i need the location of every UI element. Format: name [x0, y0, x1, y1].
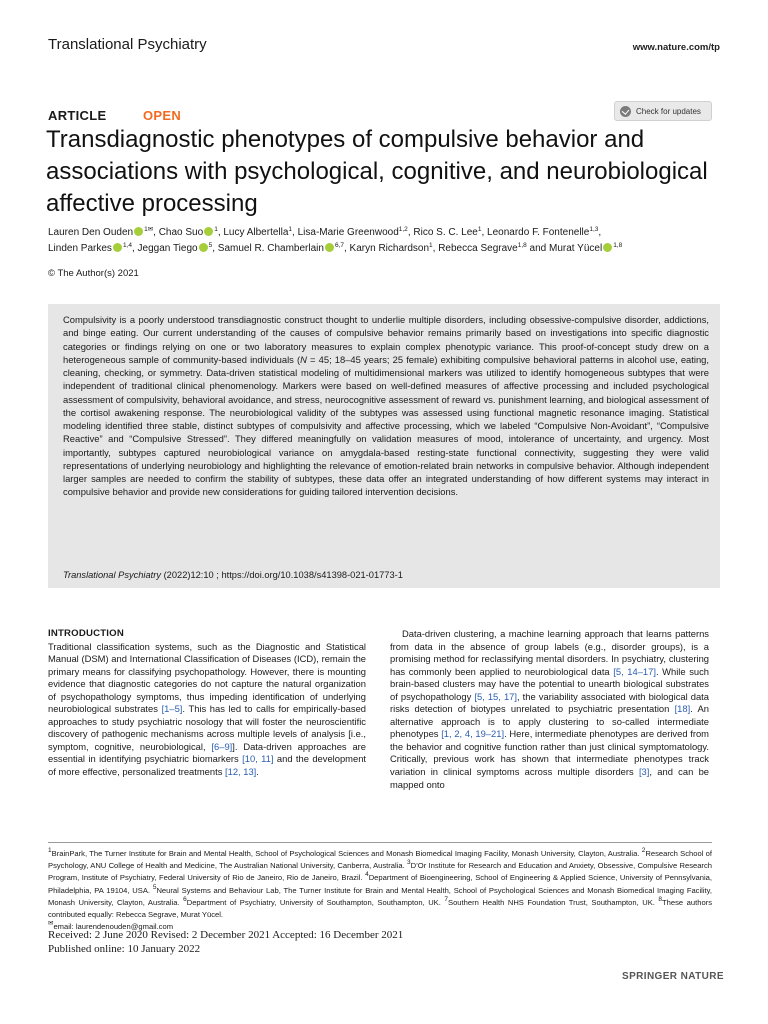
author-name[interactable]: , Lisa-Marie Greenwood — [292, 227, 399, 238]
abstract-text-part: Compulsivity is a poorly understood transdiagnostic construct thought to underlie multiple disorders, including obsessive-compulsive disorder, addictions, and binge eating. Our current understanding of the causes of compulsive behavior remains primarily based on investigations into specific diagnostic categories or findings relying on one or two laboratory measures to explain complex phenotypic variance. This proof-of-concept study drew on a heterogeneous sample of community-based individuals ( — [63, 314, 709, 365]
author-affiliation-marker: 1 — [477, 226, 482, 233]
section-heading: INTRODUCTION — [48, 628, 124, 639]
author-name[interactable]: , Jeggan Tiego — [131, 243, 198, 254]
author-separator: , — [598, 227, 602, 238]
author-name[interactable]: , Chao Suo — [153, 227, 204, 238]
affiliation-text: D’Or Institute for Research and Education and Anxiety, Obsessive, Compulsive Research Program, Institute of Psychiatry, Federal University of Rio de Janeiro, Rio de Janeiro, Brazil. — [48, 861, 712, 883]
email-icon: ✉ — [48, 920, 54, 928]
reference-link[interactable]: [10, 11] — [242, 753, 274, 765]
reference-link[interactable]: [1, 2, 4, 19–21] — [441, 728, 505, 740]
orcid-icon[interactable] — [325, 243, 334, 252]
reference-link[interactable]: [6–9] — [211, 740, 233, 752]
abstract-text-part: = 45; 18–45 years; 25 female) exhibiting compulsive behavioral patterns in alcohol use, eating, cleaning, checking, or symmetry. Data-driven statistical modeling of multidimensional markers was utilized to identify homogeneous subtypes that were independent of traditional clinical phenomenology. Markers were based on well-defined measures of affective processing and included psychological assessment of compulsivity, behavioral avoidance, and stress, neurocognitive assessment of reward vs. punishment learning, and biological assessment of the cortisol awakening response. The neurobiological validity of the subtypes was assessed using functional magnetic resonance imaging. Statistical modeling identified three stable, distinct subtypes of compulsivity and affective processing, which we labeled “Compulsive Non-Avoidant”, “Compulsive Reactive” and “Compulsive Stressed”. They differed meaningfully on validation measures of mood, intolerance of uncertainty, and urgency. Most importantly, subtypes captured neurobiological variance on amygdala-based resting-state functional connectivity, suggesting they were valid representations of underlying neurobiology and highlighting the relevance of emotion-related brain networks in compulsive behavior. Although independent larger samples are needed to confirm the stability of subtypes, these data offer an integrated understanding of how different systems may interact in compulsive behavior and provide new considerations for guiding tailored intervention decisions. — [63, 353, 709, 498]
affiliation-number: 1 — [48, 847, 52, 854]
published-date: Published online: 10 January 2022 — [48, 943, 201, 955]
author-affiliation-marker: 1,8 — [517, 242, 527, 249]
received-dates: Received: 2 June 2020 Revised: 2 December 2021 Accepted: 16 December 2021 — [48, 929, 404, 941]
citation-doi[interactable]: (2022)12:10 ; https://doi.org/10.1038/s41398-021-01773-1 — [161, 570, 403, 580]
author-name[interactable]: , Lucy Albertella — [217, 227, 289, 238]
author-affiliation-marker: 1 — [214, 226, 218, 233]
reference-link[interactable]: [12, 13] — [225, 766, 257, 778]
body-text: Traditional classification systems, such as the Diagnostic and Statistical Manual (DSM) and International Classification of Diseases (ICD), remain the primary means for classifying psychopathology. However, there is mounting evidence that diagnostic categories do not capture the natural organization of psychopathology symptoms, thus impeding identification of underlying neurobiological substrates — [48, 640, 366, 715]
author-affiliation-marker: 1✉ — [144, 226, 154, 233]
check-for-updates-button[interactable] — [614, 101, 712, 121]
author-line-2 — [48, 241, 728, 257]
publisher-logo: SPRINGER NATURE — [622, 971, 724, 982]
body-text: Data-driven clustering, a machine learning approach that learns patterns from data in the absence of group labels (e.g., disorder groups), is a promising method for reclassifying mental disorders. In psychiatry, clustering has commonly been applied to neurobiological data — [390, 628, 709, 677]
reference-link[interactable]: [1–5] — [161, 703, 183, 715]
publication-dates — [48, 928, 403, 956]
author-name[interactable]: , Rico S. C. Lee — [407, 227, 478, 238]
affiliations-footnote — [48, 848, 712, 933]
author-affiliation-marker: 1,8 — [613, 242, 623, 249]
check-updates-icon — [620, 106, 631, 117]
affiliation-number: 6 — [183, 895, 187, 903]
affiliation-number: 7 — [444, 895, 449, 903]
author-name[interactable]: , Rebecca Segrave — [432, 243, 518, 254]
intro-right-column — [390, 628, 709, 791]
reference-link[interactable]: [5, 15, 17] — [474, 690, 517, 702]
intro-left-column — [48, 628, 366, 779]
citation-line — [63, 570, 403, 580]
reference-link[interactable]: [18] — [674, 703, 691, 715]
orcid-icon[interactable] — [134, 227, 143, 236]
reference-link[interactable]: [3] — [638, 766, 650, 778]
body-text: and the development of more effective, personalized treatments — [48, 753, 367, 778]
affiliation-text: These authors contributed equally: Rebecca Segrave, Murat Yücel. — [48, 897, 713, 920]
affiliation-text: Neural Systems and Behaviour Lab, The Turner Institute for Brain and Mental Health, School of Psychological Sciences and Monash Biomedical Imaging Facility, Monash University, Clayton, Australia. — [48, 885, 712, 907]
author-name[interactable]: , Samuel R. Chamberlain — [212, 243, 324, 254]
author-list — [48, 225, 728, 257]
orcid-icon[interactable] — [204, 227, 213, 236]
author-affiliation-marker: 1,2 — [398, 226, 408, 233]
orcid-icon[interactable] — [199, 243, 208, 252]
author-name[interactable]: and Murat Yücel — [526, 243, 603, 254]
body-text: . — [256, 766, 259, 778]
author-affiliation-marker: 1 — [288, 226, 293, 233]
affiliation-text: Department of Psychiatry, University of Southampton, Southampton, UK. — [186, 897, 445, 907]
author-name[interactable]: Linden Parkes — [48, 243, 112, 254]
affiliation-text: Department of Bioengineering, School of Engineering & Applied Science, University of Pennsylvania, Philadelphia, PA 19104, USA. — [48, 873, 712, 895]
body-text: . Here, intermediate phenotypes are derived from the behavior and cognitive function rather than just clinical symptomatology. Critically, previous work has shown that intermediate phenotypes track variation in clinical symptoms across multiple disorders — [390, 728, 709, 778]
body-text: , and can be mapped onto — [390, 766, 709, 790]
article-title: Transdiagnostic phenotypes of compulsive behavior and associations with psychological, cognitive, and neurobiological affective processing — [46, 126, 708, 217]
affiliation-number: 4 — [365, 871, 369, 879]
orcid-icon[interactable] — [603, 243, 612, 252]
abstract-n-label: N — [300, 353, 307, 365]
affiliation-number: 3 — [407, 859, 411, 867]
affiliation-number: 8 — [658, 895, 663, 903]
author-name[interactable]: , Leonardo F. Fontenelle — [481, 227, 590, 238]
author-line-1 — [48, 225, 728, 241]
email-link[interactable]: email: laurendenouden@gmail.com — [53, 922, 174, 932]
site-url-link[interactable]: www.nature.com/tp — [632, 42, 720, 53]
author-name[interactable]: Lauren Den Ouden — [48, 227, 134, 238]
orcid-icon[interactable] — [113, 243, 122, 252]
affiliation-text: Southern Health NHS Foundation Trust, Southampton, UK. — [448, 897, 659, 907]
affiliation-number: 2 — [641, 847, 646, 854]
abstract-text — [63, 313, 709, 499]
open-access-label: OPEN — [143, 108, 182, 123]
author-affiliation-marker: 1,3 — [589, 226, 599, 233]
affiliation-number: 5 — [152, 883, 157, 891]
check-updates-label: Check for updates — [636, 106, 701, 116]
affiliation-text: BrainPark, The Turner Institute for Brain and Mental Health, School of Psychological Sciences and Monash Biomedical Imaging Facility, Monash University, Clayton, Australia. — [51, 849, 642, 858]
author-affiliation-marker: 1,4 — [122, 242, 132, 249]
author-name[interactable]: , Karyn Richardson — [343, 243, 430, 254]
journal-name: Translational Psychiatry — [48, 36, 207, 53]
body-text: . An alternative approach is to apply clustering to so-called intermediate phenotypes — [390, 703, 709, 740]
copyright-notice: © The Author(s) 2021 — [48, 268, 139, 279]
body-text: ]. Data-driven approaches are essential in identifying psychiatric biomarkers — [48, 740, 366, 765]
body-text: , the variability associated with biological data risks detection of biotypes unrelated to psychiatric presentation — [390, 690, 709, 715]
footnote-divider — [48, 842, 712, 843]
article-type-label: ARTICLE — [48, 108, 107, 123]
author-affiliation-marker: 5 — [208, 242, 213, 249]
author-affiliation-marker: 6,7 — [334, 242, 344, 249]
author-affiliation-marker: 1 — [429, 242, 433, 249]
citation-journal: Translational Psychiatry — [63, 570, 161, 580]
affiliation-text: Research School of Psychology, ANU College of Health and Medicine, The Australian National University, Canberra, Australia. — [48, 849, 712, 871]
body-text: . While such brain-based clusters may have the potential to unearth biological substrates of psychopathology — [390, 665, 709, 702]
reference-link[interactable]: [5, 14–17] — [613, 665, 656, 677]
body-text: . This has led to calls for empirically-based approaches to study psychiatric nosology that will foster the neuroscientific discovery of pathogenic mechanisms across multiple levels of analysis [i.e., symptom, cognitive, neurobiological, — [48, 703, 366, 752]
